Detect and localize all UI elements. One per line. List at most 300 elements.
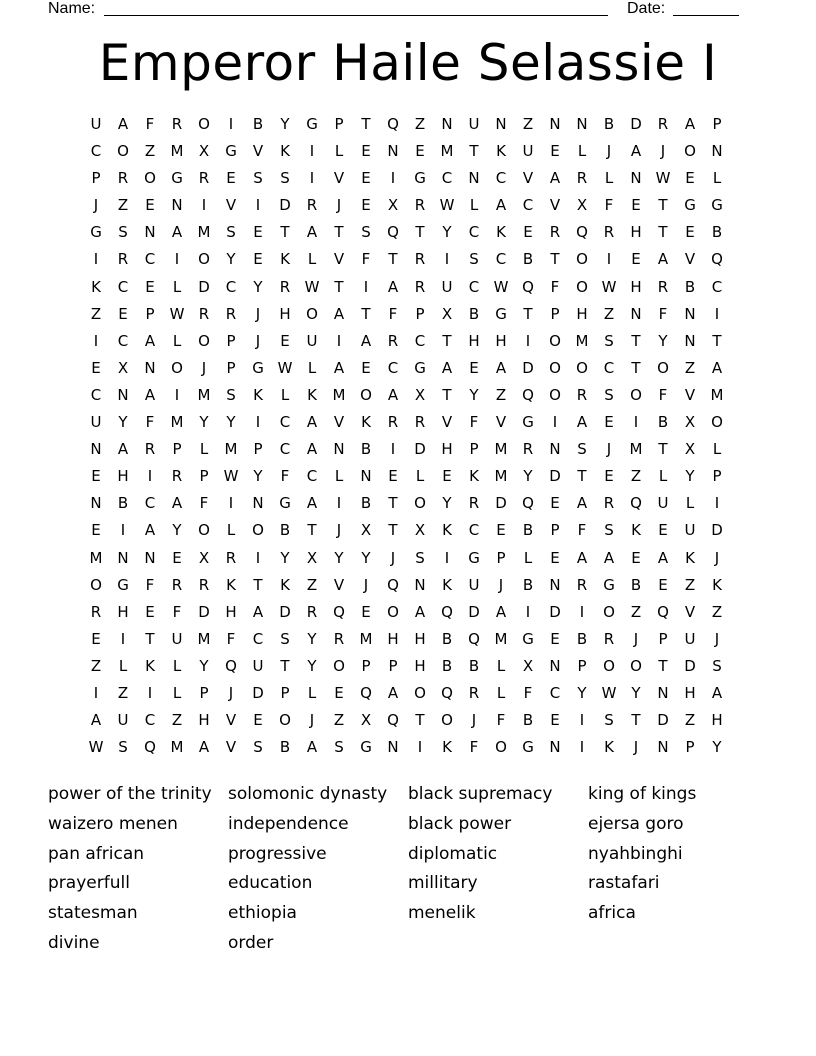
grid-letter: R [333,629,345,648]
grid-letter: I [309,142,315,161]
grid-letter: T [442,385,452,404]
grid-letter: W [88,738,104,757]
grid-letter: J [714,629,720,648]
grid-letter: I [525,331,531,350]
grid-letter: R [414,250,426,269]
grid-letter: O [144,169,156,188]
grid-letter: C [495,250,507,269]
grid-letter: Y [172,521,182,540]
grid-letter: J [606,142,612,161]
grid-letter: Q [333,602,345,621]
word-item: black supremacy [408,784,553,804]
grid-letter: Y [253,467,263,486]
grid-letter: S [361,223,371,242]
grid-letter: H [711,711,723,730]
grid-letter: H [495,331,507,350]
grid-letter: R [387,413,399,432]
grid-letter: J [633,738,639,757]
grid-letter: Z [90,656,102,675]
grid-letter: R [198,304,210,323]
grid-letter: I [552,413,558,432]
grid-letter: I [363,277,369,296]
grid-letter: U [171,629,183,648]
grid-row [84,655,734,682]
grid-letter: W [439,196,455,215]
grid-letter: Y [361,548,371,567]
grid-letter: G [522,413,534,432]
grid-letter: R [198,575,210,594]
grid-letter: I [228,115,234,133]
grid-letter: V [333,169,345,188]
grid-letter: C [387,358,399,377]
grid-letter: Z [711,602,723,621]
grid-letter: Z [684,358,696,377]
grid-letter: X [684,440,696,459]
grid-letter: Z [630,602,642,621]
grid-letter: C [414,331,426,350]
grid-letter: R [414,196,426,215]
grid-letter: Q [522,494,534,513]
grid-letter: R [117,250,129,269]
grid-row [84,519,734,546]
grid-letter: L [685,494,695,513]
grid-letter: R [576,169,588,188]
grid-letter: N [630,169,642,188]
grid-letter: K [442,521,452,540]
grid-letter: O [630,656,642,675]
grid-letter: N [576,115,588,133]
grid-letter: L [604,169,614,188]
grid-letter: I [174,385,180,404]
grid-letter: D [468,602,480,621]
grid-letter: H [684,683,696,702]
grid-letter: Y [199,413,209,432]
grid-letter: S [118,223,128,242]
grid-letter: N [630,304,642,323]
grid-letter: P [226,358,236,377]
grid-letter: M [197,223,211,242]
grid-letter: I [579,711,585,730]
grid-letter: A [306,738,318,757]
grid-letter: O [576,358,588,377]
name-blank-line[interactable] [104,15,608,16]
grid-letter: E [496,521,506,540]
grid-letter: N [684,304,696,323]
grid-letter: Z [306,575,318,594]
grid-letter: T [577,467,587,486]
grid-row [84,167,734,194]
grid-letter: X [198,548,210,567]
grid-letter: F [523,683,533,702]
grid-letter: S [604,711,614,730]
grid-letter: J [255,304,261,323]
word-item: rastafari [588,873,660,894]
grid-letter: N [171,196,183,215]
grid-letter: X [414,521,426,540]
grid-letter: B [252,115,264,133]
grid-row [84,194,734,221]
grid-letter: T [388,250,398,269]
grid-letter: B [522,575,534,594]
grid-letter: P [199,683,209,702]
grid-letter: Y [226,413,236,432]
grid-row [84,140,734,167]
grid-letter: W [223,467,239,486]
grid-letter: R [522,440,534,459]
word-item: education [228,873,313,894]
grid-letter: C [468,521,480,540]
grid-row [84,248,734,275]
grid-letter: A [441,358,453,377]
grid-letter: A [414,602,426,621]
grid-letter: P [712,115,722,133]
grid-letter: K [469,467,479,486]
grid-letter: I [444,250,450,269]
grid-letter: O [198,521,210,540]
grid-letter: C [144,250,156,269]
grid-letter: V [495,413,507,432]
grid-letter: I [93,683,99,702]
grid-letter: I [714,304,720,323]
date-blank-line[interactable] [673,15,739,16]
grid-letter: G [603,575,615,594]
grid-letter: M [710,385,724,404]
grid-letter: T [388,521,398,540]
grid-letter: N [495,115,507,133]
word-item: prayerfull [48,873,130,894]
grid-letter: D [252,683,264,702]
grid-letter: Y [307,629,317,648]
grid-letter: T [442,331,452,350]
grid-letter: E [334,683,344,702]
grid-letter: Q [468,629,480,648]
word-column [48,780,228,959]
grid-letter: O [441,711,453,730]
grid-letter: S [604,385,614,404]
grid-letter: L [199,440,209,459]
grid-letter: K [712,575,722,594]
grid-letter: Z [90,304,102,323]
grid-letter: H [279,304,291,323]
grid-letter: A [630,142,642,161]
grid-letter: E [361,358,371,377]
grid-letter: X [414,385,426,404]
grid-letter: P [469,440,479,459]
grid-letter: V [225,711,237,730]
grid-letter: I [336,494,342,513]
grid-row [84,113,734,140]
grid-letter: E [91,521,101,540]
grid-letter: J [390,548,396,567]
grid-letter: R [171,467,183,486]
grid-letter: W [601,277,617,296]
grid-letter: B [684,277,696,296]
grid-letter: P [496,548,506,567]
grid-letter: R [144,440,156,459]
grid-letter: N [117,548,129,567]
grid-letter: O [387,602,399,621]
grid-letter: E [550,629,560,648]
grid-letter: J [498,575,504,594]
grid-letter: U [684,629,696,648]
grid-letter: C [468,223,480,242]
grid-letter: T [280,656,290,675]
grid-letter: H [576,304,588,323]
word-item: ethiopia [228,903,297,924]
grid-letter: L [469,196,479,215]
grid-letter: J [255,331,261,350]
grid-letter: L [307,358,317,377]
grid-letter: L [712,169,722,188]
grid-letter: E [226,169,236,188]
grid-letter: P [145,304,155,323]
grid-letter: L [172,683,182,702]
grid-letter: R [279,277,291,296]
grid-letter: A [711,683,723,702]
grid-letter: N [657,683,669,702]
word-item: independence [228,813,349,834]
grid-row [84,303,734,330]
grid-letter: B [117,494,129,513]
grid-letter: M [440,142,454,161]
grid-letter: R [657,277,669,296]
grid-letter: R [90,602,102,621]
grid-letter: V [225,738,237,757]
grid-letter: K [253,385,263,404]
grid-row [84,330,734,357]
grid-letter: S [415,548,425,567]
grid-letter: Y [280,548,290,567]
word-item: millitary [408,873,478,894]
grid-letter: E [523,223,533,242]
grid-letter: U [117,711,129,730]
grid-letter: E [91,467,101,486]
grid-letter: L [172,656,182,675]
grid-letter: U [657,494,669,513]
grid-letter: N [711,142,723,161]
grid-letter: N [549,115,561,133]
grid-letter: F [145,115,155,133]
grid-letter: I [633,413,639,432]
grid-letter: S [226,223,236,242]
grid-letter: I [255,548,261,567]
grid-letter: L [523,548,533,567]
grid-letter: O [198,250,210,269]
grid-letter: I [174,250,180,269]
grid-letter: O [603,656,615,675]
grid-letter: C [495,169,507,188]
grid-letter: T [523,304,533,323]
grid-letter: P [253,440,263,459]
grid-letter: G [684,196,696,215]
grid-letter: F [199,494,209,513]
grid-letter: E [415,142,425,161]
grid-letter: O [198,115,210,133]
grid-letter: Z [144,142,156,161]
grid-letter: T [334,277,344,296]
grid-letter: T [307,521,317,540]
grid-letter: N [144,548,156,567]
grid-letter: V [522,169,534,188]
grid-letter: N [333,440,345,459]
grid-letter: K [496,142,506,161]
grid-letter: Q [387,115,399,133]
grid-letter: A [495,602,507,621]
grid-letter: B [360,440,372,459]
grid-letter: I [579,602,585,621]
grid-letter: T [658,196,668,215]
grid-letter: S [253,738,263,757]
grid-letter: G [117,575,129,594]
grid-row [84,682,734,709]
grid-letter: K [631,521,641,540]
grid-letter: B [360,494,372,513]
grid-letter: J [714,548,720,567]
grid-letter: J [660,142,666,161]
grid-letter: B [441,629,453,648]
grid-letter: H [441,440,453,459]
grid-letter: C [117,331,129,350]
grid-letter: E [631,250,641,269]
grid-letter: M [629,440,643,459]
grid-letter: B [711,223,723,242]
grid-letter: E [253,223,263,242]
grid-letter: W [601,683,617,702]
grid-letter: C [144,711,156,730]
grid-letter: F [550,277,560,296]
grid-letter: P [577,656,587,675]
grid-letter: P [685,738,695,757]
word-item: africa [588,903,636,924]
grid-letter: O [684,142,696,161]
grid-letter: F [658,385,668,404]
grid-letter: Y [334,548,344,567]
grid-letter: M [494,629,508,648]
grid-letter: T [415,711,425,730]
grid-letter: E [604,467,614,486]
grid-letter: H [117,602,129,621]
date-label: Date: [627,0,666,17]
grid-letter: I [390,440,396,459]
grid-letter: F [658,304,668,323]
grid-letter: I [714,494,720,513]
grid-letter: M [170,413,184,432]
grid-letter: A [711,358,723,377]
grid-letter: Q [657,602,669,621]
grid-letter: K [226,575,236,594]
grid-letter: O [549,331,561,350]
grid-letter: X [198,142,210,161]
grid-letter: X [441,304,453,323]
grid-letter: F [226,629,236,648]
grid-letter: C [144,494,156,513]
grid-letter: L [658,467,668,486]
grid-letter: U [684,521,696,540]
grid-letter: F [145,575,155,594]
grid-letter: J [606,440,612,459]
grid-letter: B [522,521,534,540]
grid-letter: I [93,331,99,350]
grid-letter: S [604,521,614,540]
grid-letter: K [280,575,290,594]
grid-letter: M [332,385,346,404]
grid-letter: A [306,413,318,432]
grid-letter: A [387,277,399,296]
word-column [408,780,588,929]
grid-letter: E [550,494,560,513]
grid-letter: T [658,223,668,242]
grid-letter: V [333,413,345,432]
grid-letter: I [390,169,396,188]
grid-letter: I [120,629,126,648]
grid-letter: J [93,196,99,215]
grid-letter: Y [658,331,668,350]
grid-letter: U [468,115,480,133]
grid-letter: B [630,575,642,594]
word-column [228,780,408,959]
grid-row [84,709,734,736]
grid-letter: A [171,223,183,242]
grid-letter: T [712,331,722,350]
grid-letter: R [468,494,480,513]
grid-letter: Z [171,711,183,730]
grid-letter: O [306,304,318,323]
grid-letter: E [685,223,695,242]
grid-letter: Z [333,711,345,730]
grid-letter: B [522,711,534,730]
grid-letter: I [228,494,234,513]
grid-letter: O [414,494,426,513]
grid-letter: N [360,467,372,486]
grid-letter: E [550,142,560,161]
grid-letter: A [360,331,372,350]
grid-row [84,492,734,519]
grid-letter: I [120,521,126,540]
grid-letter: V [333,250,345,269]
grid-letter: K [442,575,452,594]
grid-letter: T [415,223,425,242]
grid-letter: M [494,467,508,486]
grid-letter: D [549,602,561,621]
grid-letter: Y [307,656,317,675]
grid-letter: J [471,711,477,730]
grid-row [84,736,734,763]
grid-letter: S [280,169,290,188]
grid-letter: B [279,521,291,540]
grid-letter: G [414,169,426,188]
grid-letter: E [118,304,128,323]
grid-letter: M [197,629,211,648]
grid-letter: O [252,521,264,540]
grid-letter: D [279,602,291,621]
grid-letter: S [469,250,479,269]
grid-letter: G [711,196,723,215]
grid-letter: B [522,250,534,269]
grid-letter: B [468,656,480,675]
grid-letter: H [414,629,426,648]
grid-letter: R [171,115,183,133]
grid-letter: H [117,467,129,486]
grid-letter: Z [630,467,642,486]
grid-letter: P [280,683,290,702]
grid-letter: A [333,358,345,377]
grid-letter: Q [630,494,642,513]
grid-letter: C [603,358,615,377]
grid-letter: J [363,575,369,594]
grid-letter: K [496,223,506,242]
grid-letter: X [387,196,399,215]
grid-row [84,628,734,655]
